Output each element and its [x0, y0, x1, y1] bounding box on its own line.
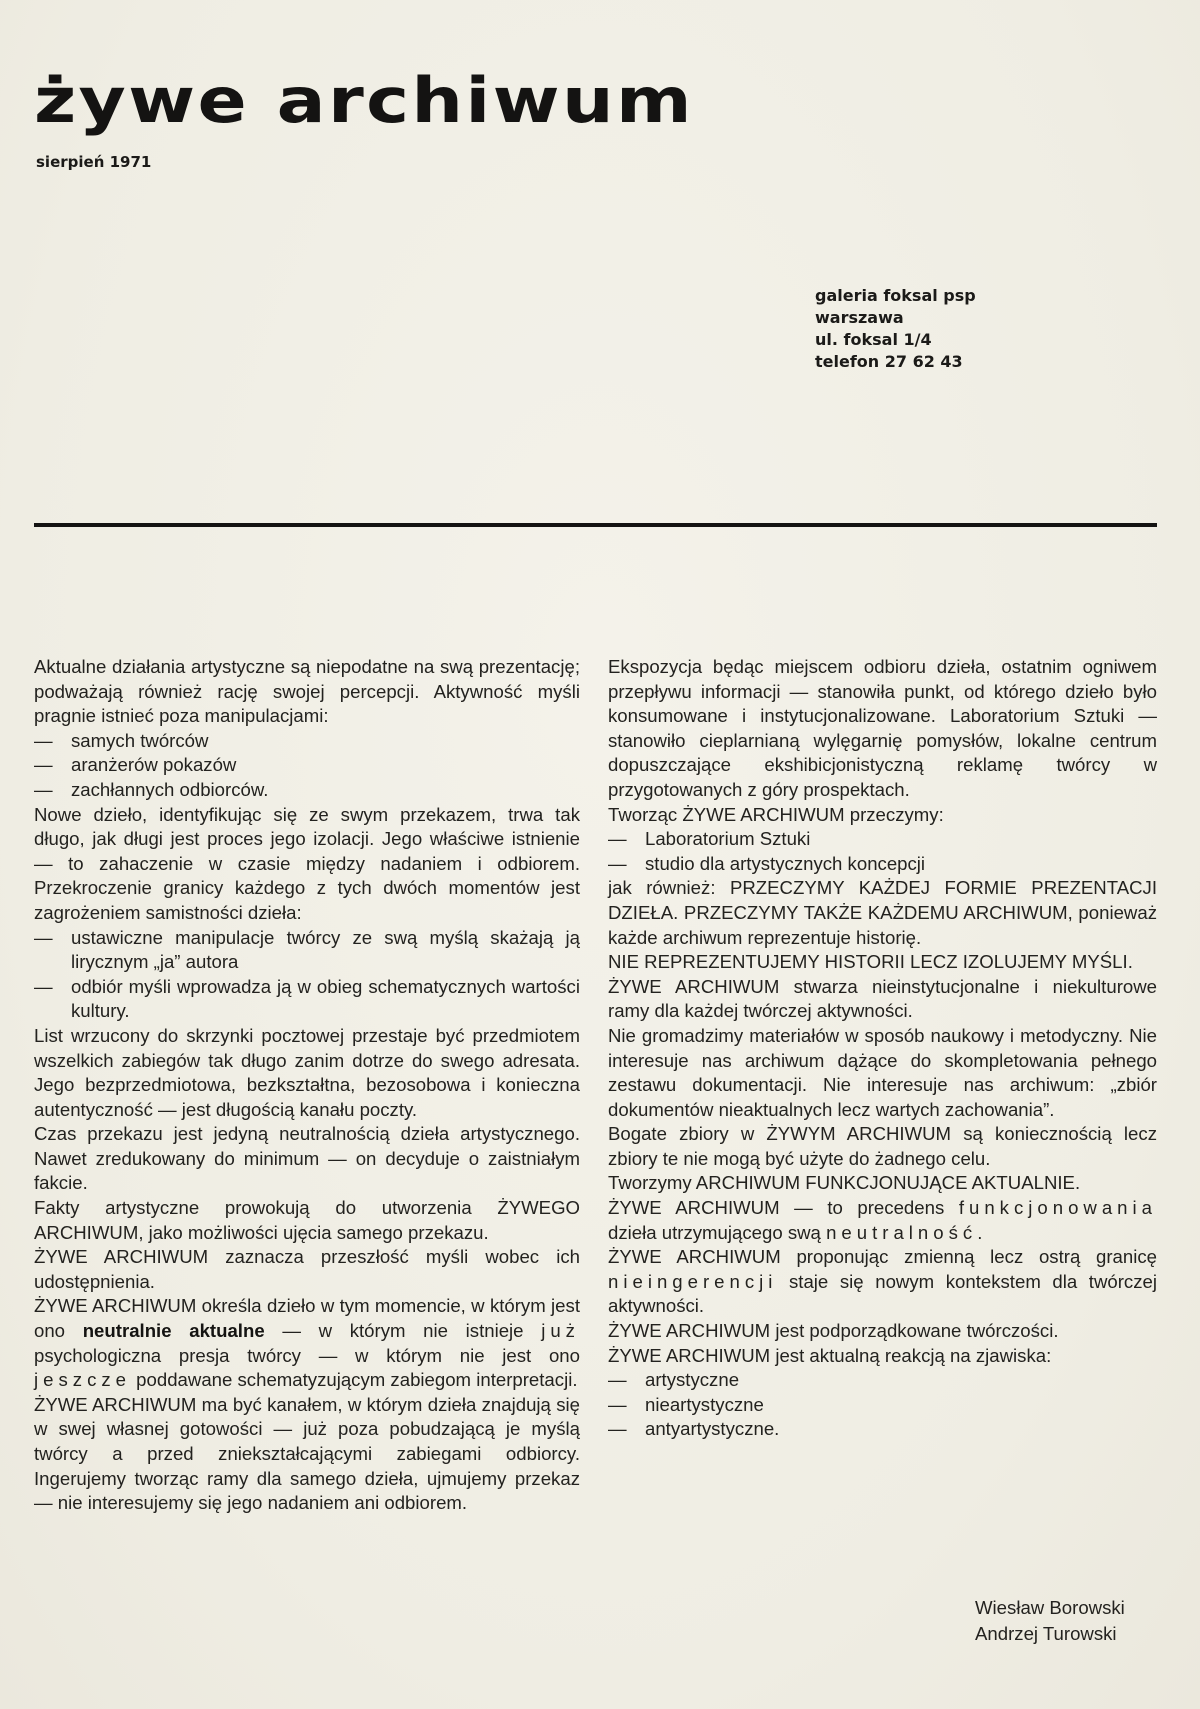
list-item: — studio dla artystycznych koncepcji — [608, 852, 1157, 877]
paragraph: Ekspozycja będąc miejscem odbioru dzieła, ostatnim ogniwem przepływu informacji — stanowiła punkt, od którego dzieło było konsumowane i instytucjonalizowane. Laboratorium Sztuki — stanowiło cieplarnianą wylęgarnię pomysłów, lokalne centrum dopuszczające ekshibicjonistyczną reklamę twórcy w przygotowanych z góry prospektach. — [608, 656, 1157, 800]
signatures — [975, 1595, 1125, 1647]
address-gallery-name: galeria foksal psp — [815, 286, 976, 305]
list-item: — ustawiczne manipulacje twórcy ze swą myślą skażają ją lirycznym „ja” autora — [34, 926, 580, 973]
paragraph: List wrzucony do skrzynki pocztowej przestaje być przedmiotem wszelkich zabiegów tak długo zanim dotrze do swego adresata. Jego bezprzedmiotowa, bezkształtna, bezosobowa i konieczna autentyczność — jest długością kanału poczty. — [34, 1024, 580, 1120]
paragraph: ŻYWE ARCHIWUM jest podporządkowane twórczości. — [608, 1320, 1059, 1342]
list-item: — artystyczne — [608, 1368, 1157, 1393]
em-dash: — — [34, 778, 53, 800]
paragraph: ŻYWE ARCHIWUM — to precedens funkcjonowania dzieła utrzymującego swą neutralność. — [608, 1197, 1157, 1243]
address-city: warszawa — [815, 308, 904, 327]
em-dash: — — [608, 828, 627, 850]
signature-author: Wiesław Borowski — [975, 1597, 1125, 1618]
list-item: — nieartystyczne — [608, 1393, 1157, 1418]
paragraph: ŻYWE ARCHIWUM jest aktualną reakcją na zjawiska: — [608, 1344, 1052, 1366]
horizontal-rule — [34, 523, 1157, 527]
masthead-date: sierpień 1971 — [36, 153, 152, 171]
right-column — [608, 655, 1157, 1442]
em-dash: — — [608, 852, 627, 874]
em-dash: — — [608, 1369, 627, 1391]
paragraph: Tworzymy ARCHIWUM FUNKCJONUJĄCE AKTUALNIE. — [608, 1172, 1081, 1194]
em-dash: — — [34, 754, 53, 776]
address-phone: telefon 27 62 43 — [815, 352, 963, 371]
spaced-text: neutralność — [826, 1221, 978, 1243]
em-dash: — — [34, 926, 53, 948]
left-column — [34, 655, 580, 1516]
emphasis-text: neutralnie aktualne — [82, 1320, 265, 1342]
masthead-title: żywe archiwum — [34, 64, 694, 137]
list-item: — Laboratorium Sztuki — [608, 827, 1157, 852]
paragraph: Nie gromadzimy materiałów w sposób naukowy i metodyczny. Nie interesuje nas archiwum dążące do skompletowania pełnego zestawu dokumentacji. Nie interesuje nas archiwum: „zbiór dokumentów nieaktualnych lecz wartych zachowania”. — [608, 1024, 1157, 1120]
paragraph: Aktualne działania artystyczne są niepodatne na swą prezentację; podważają również rację swojej percepcji. Aktywność myśli pragnie istnieć poza manipulacjami: — [34, 656, 580, 727]
list-item: — aranżerów pokazów — [34, 753, 580, 778]
list-item: — odbiór myśli wprowadza ją w obieg schematycznych wartości kultury. — [34, 975, 580, 1022]
signature-author: Andrzej Turowski — [975, 1623, 1117, 1644]
paragraph: ŻYWE ARCHIWUM ma być kanałem, w którym dzieła znajdują się w swej własnej gotowości — już poza pobudzającą je myślą twórcy a przed zniekształcającymi zabiegami odbiorcy. Ingerujemy tworząc ramy dla samego dzieła, ujmujemy przekaz — nie interesujemy się jego nadaniem ani odbiorem. — [34, 1393, 580, 1514]
em-dash: — — [34, 729, 53, 751]
paragraph: Nowe dzieło, identyfikując się ze swym przekazem, trwa tak długo, jak długi jest proces jego izolacji. Jego właściwe istnienie — to zahaczenie w czasie między nadaniem i odbiorem. Przekroczenie granicy każdego z tych dwóch momentów jest zagrożeniem samistności dzieła: — [34, 803, 580, 923]
list-item: — zachłannych odbiorców. — [34, 778, 580, 803]
paragraph: Czas przekazu jest jedyną neutralnością dzieła artystycznego. Nawet zredukowany do minimum — on decyduje o zaistniałym fakcie. — [34, 1123, 580, 1194]
list-item: — antyartystyczne. — [608, 1417, 1157, 1442]
paragraph: NIE REPREZENTUJEMY HISTORII LECZ IZOLUJEMY MYŚLI. — [608, 951, 1133, 973]
paragraph: Bogate zbiory w ŻYWYM ARCHIWUM są koniecznością lecz zbiory te nie mogą być użyte do żadnego celu. — [608, 1123, 1157, 1169]
paragraph: ŻYWE ARCHIWUM stwarza nieinstytucjonalne i niekulturowe ramy dla każdej twórczej aktywności. — [608, 975, 1157, 1022]
em-dash: — — [608, 1393, 627, 1415]
paragraph: ŻYWE ARCHIWUM proponując zmienną lecz ostrą granicę nieingerencji staje się nowym kontekstem dla twórczej aktywności. — [608, 1246, 1157, 1317]
paragraph: ŻYWE ARCHIWUM zaznacza przeszłość myśli wobec ich udostępnienia. — [34, 1246, 580, 1292]
gallery-address — [815, 285, 976, 373]
list-item: — samych twórców — [34, 729, 580, 754]
paragraph: Tworząc ŻYWE ARCHIWUM przeczymy: — [608, 803, 944, 825]
spaced-text: już — [541, 1320, 580, 1342]
spaced-text: funkcjonowania — [958, 1197, 1157, 1219]
spaced-text: jeszcze — [34, 1369, 132, 1391]
paragraph: Fakty artystyczne prowokują do utworzenia ŻYWEGO ARCHIWUM, jako możliwości ujęcia samego przekazu. — [34, 1197, 580, 1243]
em-dash: — — [34, 975, 53, 997]
em-dash: — — [608, 1418, 627, 1440]
paragraph: ŻYWE ARCHIWUM określa dzieło w tym momencie, w którym jest ono neutralnie aktualne — w którym nie istnieje już psychologiczna presja twórcy — w którym nie jest ono jeszcze poddawane schematyzującym zabiegom interpretacji. — [34, 1295, 580, 1391]
paragraph: jak również: PRZECZYMY KAŻDEJ FORMIE PREZENTACJI DZIEŁA. PRZECZYMY TAKŻE KAŻDEMU ARCHIWUM, ponieważ każde archiwum reprezentuje historię. — [608, 877, 1157, 948]
spaced-text: nieingerencji — [608, 1270, 778, 1292]
address-street: ul. foksal 1/4 — [815, 330, 932, 349]
